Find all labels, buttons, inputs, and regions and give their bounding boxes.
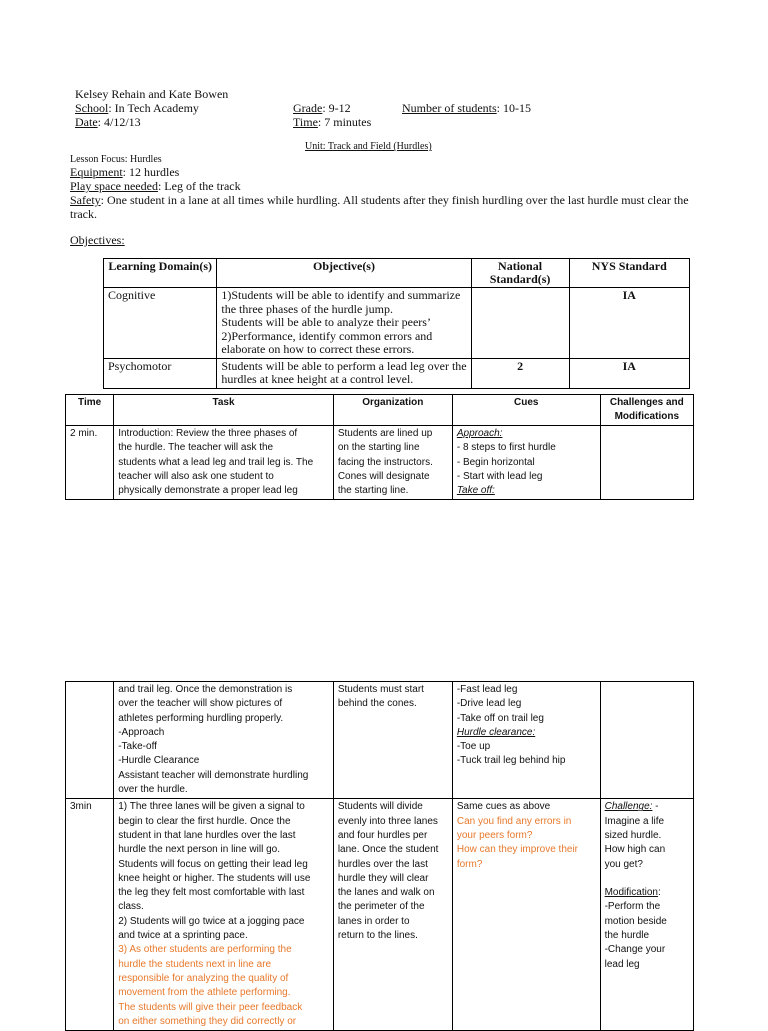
col-nys: NYS Standard: [569, 259, 690, 288]
time-line: Time: 7 minutes: [293, 115, 372, 129]
domain-cell: Cognitive: [104, 288, 217, 359]
organization-cell: Students must start behind the cones.: [333, 682, 452, 799]
cues-cell: Approach: - 8 steps to first hurdle - Begin horizontal - Start with lead leg Take off:: [452, 426, 600, 500]
grade-line: Grade: 9-12: [293, 101, 351, 115]
col-organization: Organization: [333, 395, 452, 426]
equipment-line: Equipment: 12 hurdles: [70, 165, 180, 179]
nys-cell: IA: [569, 288, 690, 359]
cues-cell: Same cues as above Can you find any errors in your peers form? How can they improve their form?: [452, 799, 600, 1031]
col-cues: Cues: [452, 395, 600, 426]
objective-cell: Students will be able to perform a lead leg over the hurdles at knee height at a control level.: [217, 358, 471, 388]
table-row: [66, 682, 694, 799]
objectives-label: Objectives:: [70, 233, 125, 247]
national-cell: 2: [471, 358, 569, 388]
nys-cell: IA: [569, 358, 690, 388]
authors: Kelsey Rehain and Kate Bowen: [75, 87, 229, 101]
task-cell: Introduction: Review the three phases of the hurdle. The teacher will ask the students what a lead leg and trail leg is. The teacher will also ask one student to physically demonstrate a proper lead leg: [114, 426, 334, 500]
col-challenges: Challenges and Modifications: [600, 395, 693, 426]
organization-cell: Students will divide evenly into three lanes and four hurdles per lane. Once the student hurdles over the last hurdle they will clear the lanes and walk on the perimeter of the lanes in order to return to the lines.: [333, 799, 452, 1031]
col-time: Time: [66, 395, 114, 426]
plan-table: [65, 394, 694, 500]
lesson-focus: Lesson Focus: Hurdles: [70, 154, 162, 165]
time-cell: [66, 682, 114, 799]
challenges-cell: [600, 682, 693, 799]
task-cell: and trail leg. Once the demonstration is over the teacher will show pictures of athletes performing hurdling properly. -Approach -Take-off -Hurdle Clearance Assistant teacher will demonstrate hurdling over the hurdle.: [114, 682, 334, 799]
challenges-cell: Challenge: - Imagine a life sized hurdle. How high can you get? Modification: -Perform the motion beside the hurdle -Change your lead leg: [600, 799, 693, 1031]
objectives-table: [103, 258, 690, 389]
table-row: [66, 426, 694, 500]
col-learning-domain: Learning Domain(s): [104, 259, 217, 288]
space-line: Play space needed: Leg of the track: [70, 179, 241, 193]
plan-table-continued: [65, 681, 694, 1031]
table-row: [66, 799, 694, 1031]
objective-cell: 1)Students will be able to identify and summarize the three phases of the hurdle jump. Students will be able to analyze their peers’ 2)Performance, identify common errors and elaborate on how to correct these errors.: [217, 288, 471, 359]
cues-cell: -Fast lead leg -Drive lead leg -Take off on trail leg Hurdle clearance: -Toe up -Tuck trail leg behind hip: [452, 682, 600, 799]
national-cell: [471, 288, 569, 359]
school-line: School: In Tech Academy: [75, 101, 199, 115]
unit-title: Unit: Track and Field (Hurdles): [305, 141, 432, 152]
col-national: National Standard(s): [471, 259, 569, 288]
students-line: Number of students: 10-15: [402, 101, 531, 115]
col-objectives: Objective(s): [217, 259, 471, 288]
date-line: Date: 4/12/13: [75, 115, 141, 129]
safety-line: Safety: One student in a lane at all times while hurdling. All students after they finish hurdling over the last hurdle must clear the track.: [70, 193, 689, 221]
time-cell: 3min: [66, 799, 114, 1031]
table-row: [104, 288, 690, 359]
task-cell: 1) The three lanes will be given a signal to begin to clear the first hurdle. Once the student in that lane hurdles over the last hurdle the next person in line will go. Students will focus on getting their lead leg knee height or higher. The students will use the leg they felt most comfortable with last class. 2) Students will go twice at a jogging pace and twice at a sprinting pace. 3) As other students are performing the hurdle the students next in line are responsible for analyzing the quality of movement from the athlete performing. The students will give their peer feedback on either something they did correctly or: [114, 799, 334, 1031]
time-cell: 2 min.: [66, 426, 114, 500]
col-task: Task: [114, 395, 334, 426]
table-row: [104, 358, 690, 388]
challenges-cell: [600, 426, 693, 500]
domain-cell: Psychomotor: [104, 358, 217, 388]
organization-cell: Students are lined up on the starting line facing the instructors. Cones will designate the starting line.: [333, 426, 452, 500]
